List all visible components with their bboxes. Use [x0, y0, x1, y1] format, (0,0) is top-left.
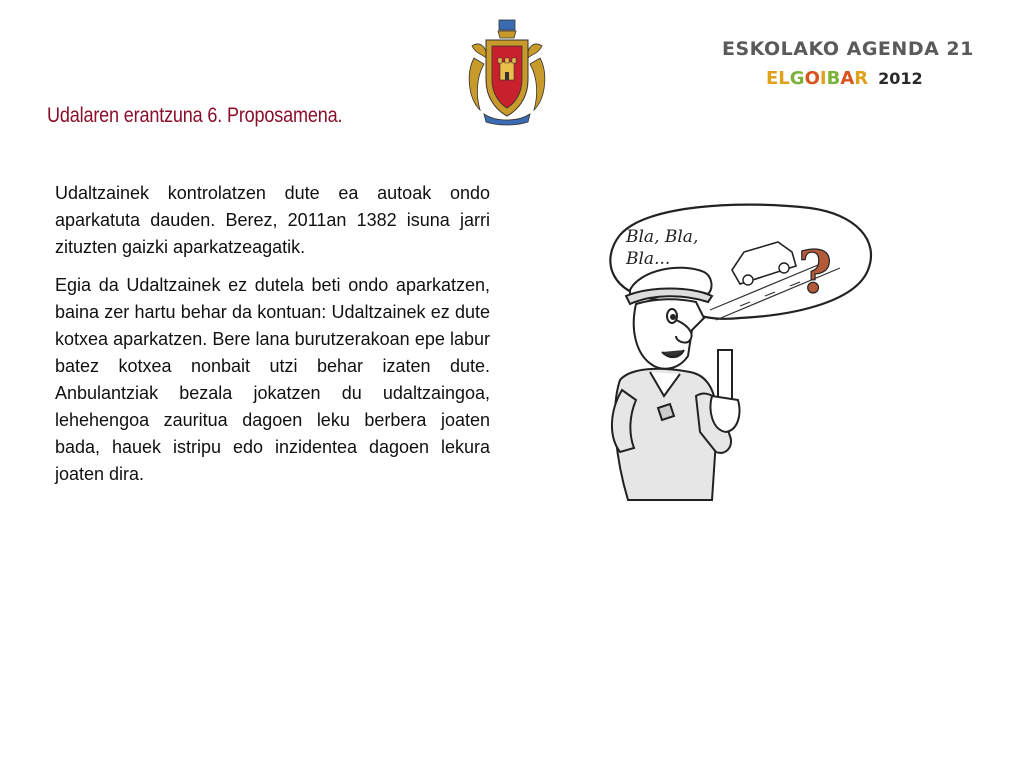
- brand-subtitle: [766, 68, 923, 89]
- paragraph-2: Egia da Udaltzainek ez dutela beti ondo aparkatzen, baina zer hartu behar da kontuan: Udaltzainek ez dute kotxea aparkatzen. Bere lana burutzerakoan epe labur batez kotxea nonbait utzi behar izaten dute. Anbulantziak bezala jokatzen du udaltzaingoa, lehehengoa zauritua dagoen leku berbera joaten bada, hauek istripu edo inzidentea dagoen lekura joaten dira.: [55, 275, 490, 484]
- slide-title: Udalaren erantzuna 6. Proposamena.: [47, 104, 343, 127]
- body-text: [55, 180, 490, 499]
- bubble-text-line2: Bla...: [626, 249, 671, 269]
- coat-of-arms-icon: [462, 18, 552, 128]
- town-letter: I: [819, 68, 827, 89]
- town-letter: E: [766, 68, 779, 89]
- town-letter: B: [826, 68, 841, 89]
- brand-logo: [722, 38, 982, 98]
- bubble-text-line1: Bla, Bla,: [626, 227, 699, 247]
- town-letter: R: [854, 68, 869, 89]
- question-mark-icon: ?: [798, 238, 832, 306]
- brand-title: ESKOLAKO AGENDA 21: [722, 38, 974, 60]
- town-letter: L: [778, 68, 790, 89]
- town-name: [766, 68, 868, 89]
- brand-year: 2012: [878, 69, 923, 88]
- town-letter: G: [789, 68, 805, 89]
- paragraph-1: Udaltzainek kontrolatzen dute ea autoak ondo aparkatuta dauden. Berez, 2011an 1382 isuna jarri zituzten gaizki aparkatzeagatik.: [55, 183, 490, 257]
- town-letter: A: [840, 68, 855, 89]
- town-letter: O: [804, 68, 820, 89]
- police-officer-cartoon: [600, 200, 880, 505]
